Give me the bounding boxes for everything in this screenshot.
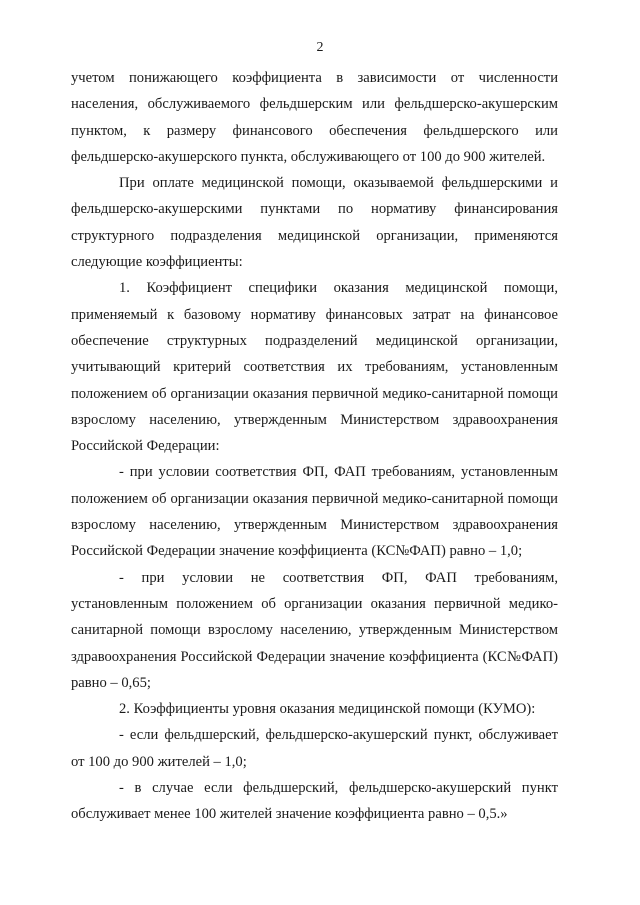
page-number: 2 — [316, 40, 324, 55]
document-body — [71, 65, 558, 828]
paragraph-2: При оплате медицинской помощи, оказываемой фельдшерскими и фельдшерско-акушерскими пунктами по нормативу финансирования структурного подразделения медицинской организации, применяются следующие коэффициенты: — [71, 175, 558, 271]
paragraph-5: - при условии не соответствия ФП, ФАП требованиям, установленным положением об организации оказания первичной медико-санитарной помощи взрослому населению, утвержденным Министерством здравоохранения Российской Федерации значение коэффициента (КС№ФАП) равно – 0,65; — [71, 569, 558, 691]
paragraph-4: - при условии соответствия ФП, ФАП требованиям, установленным положением об организации оказания первичной медико-санитарной помощи взрослому населению, утвержденным Министерством здравоохранения Российской Федерации значение коэффициента (КС№ФАП) равно – 1,0; — [71, 464, 558, 560]
paragraph-6: 2. Коэффициенты уровня оказания медицинской помощи (КУМО): — [119, 701, 536, 718]
paragraph-3: 1. Коэффициент специфики оказания медицинской помощи, применяемый к базовому нормативу финансовых затрат на финансовое обеспечение структурных подразделений медицинской организации, учитывающий критерий соответствия их требованиям, установленным положением об организации оказания первичной медико-санитарной помощи взрослому населению, утвержденным Министерством здравоохранения Российской Федерации: — [71, 280, 558, 455]
paragraph-8: - в случае если фельдшерский, фельдшерско-акушерский пункт обслуживает менее 100 жителей значение коэффициента равно – 0,5.» — [71, 780, 558, 823]
paragraph-7: - если фельдшерский, фельдшерско-акушерский пункт, обслуживает от 100 до 900 жителей – 1,0; — [71, 727, 558, 770]
paragraph-1: учетом понижающего коэффициента в зависимости от численности населения, обслуживаемого фельдшерским или фельдшерско-акушерским пунктом, к размеру финансового обеспечения фельдшерского или фельдшерско-акушерского пункта, обслуживающего от 100 до 900 жителей. — [71, 70, 558, 165]
